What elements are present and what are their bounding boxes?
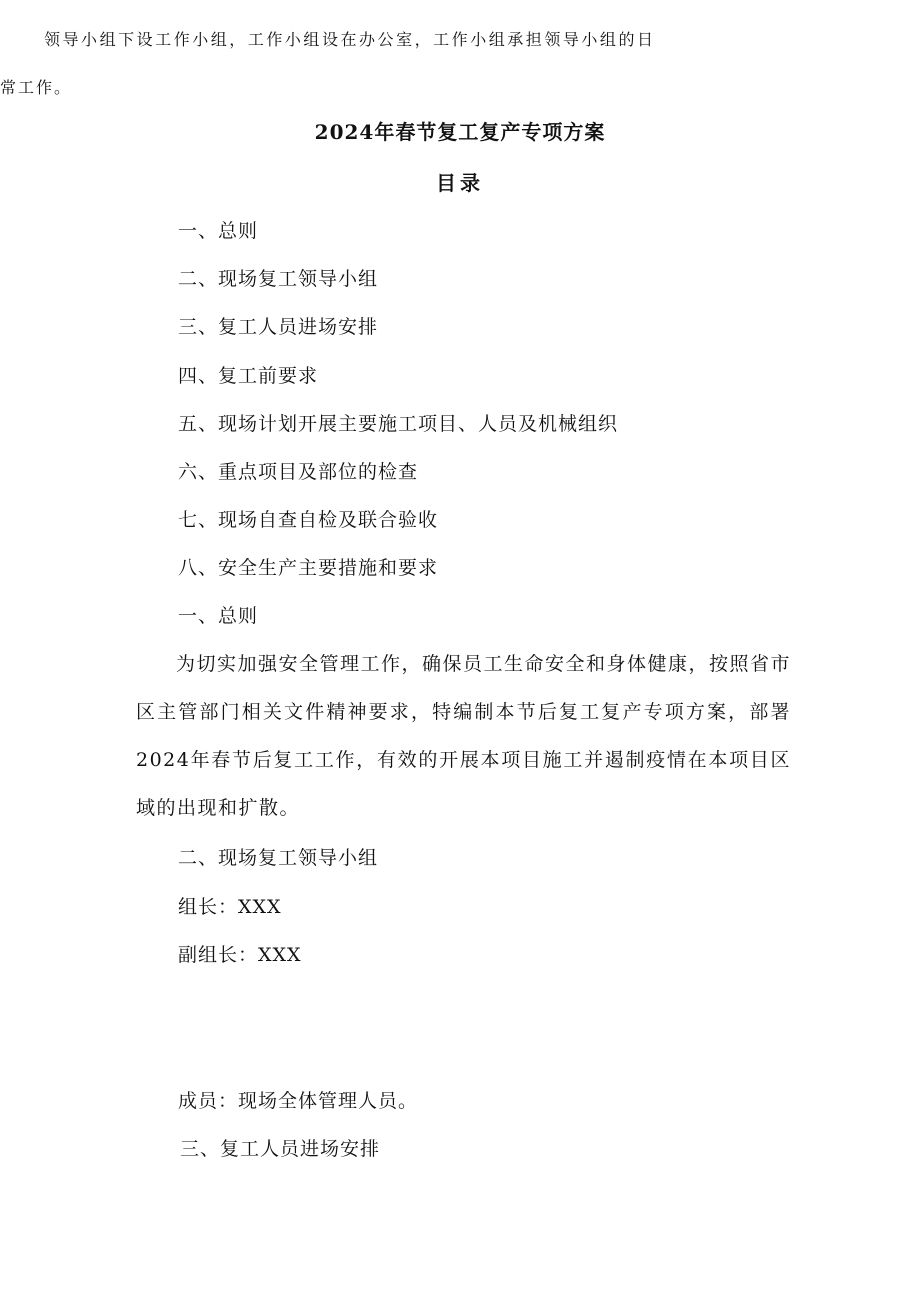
section-heading: 二、现场复工领导小组 [178,847,379,869]
section-heading: 一、总则 [178,605,259,627]
toc-item: 七、现场自查自检及联合验收 [178,509,439,531]
toc-item: 三、复工人员进场安排 [178,316,379,338]
toc-item: 五、现场计划开展主要施工项目、人员及机械组织 [178,413,619,435]
section-heading: 三、复工人员进场安排 [180,1138,381,1160]
members-line: 成员：现场全体管理人员。 [178,1090,419,1112]
toc-item: 一、总则 [178,220,259,242]
toc-item: 八、安全生产主要措施和要求 [178,557,439,579]
body-paragraph: 为切实加强安全管理工作，确保员工生命安全和身体健康，按照省市区主管部门相关文件精神要求，特编制本节后复工复产专项方案，部署2024年春节后复工工作，有效的开展本项目施工并遏制疫情在本项目区域的出现和扩散。 [136,653,792,819]
toc-item: 四、复工前要求 [178,365,319,387]
deputy-leader-line: 副组长：XXX [178,944,302,966]
toc-item: 二、现场复工领导小组 [178,268,379,290]
toc-item: 六、重点项目及部位的检查 [178,461,419,483]
body-paragraph: 领导小组下设工作小组，工作小组设在办公室，工作小组承担领导小组的日常工作。 [0,30,655,97]
document-title: 2024年春节复工复产专项方案 [314,120,606,144]
toc-heading: 目录 [436,171,484,195]
leader-line: 组长：XXX [178,896,282,918]
